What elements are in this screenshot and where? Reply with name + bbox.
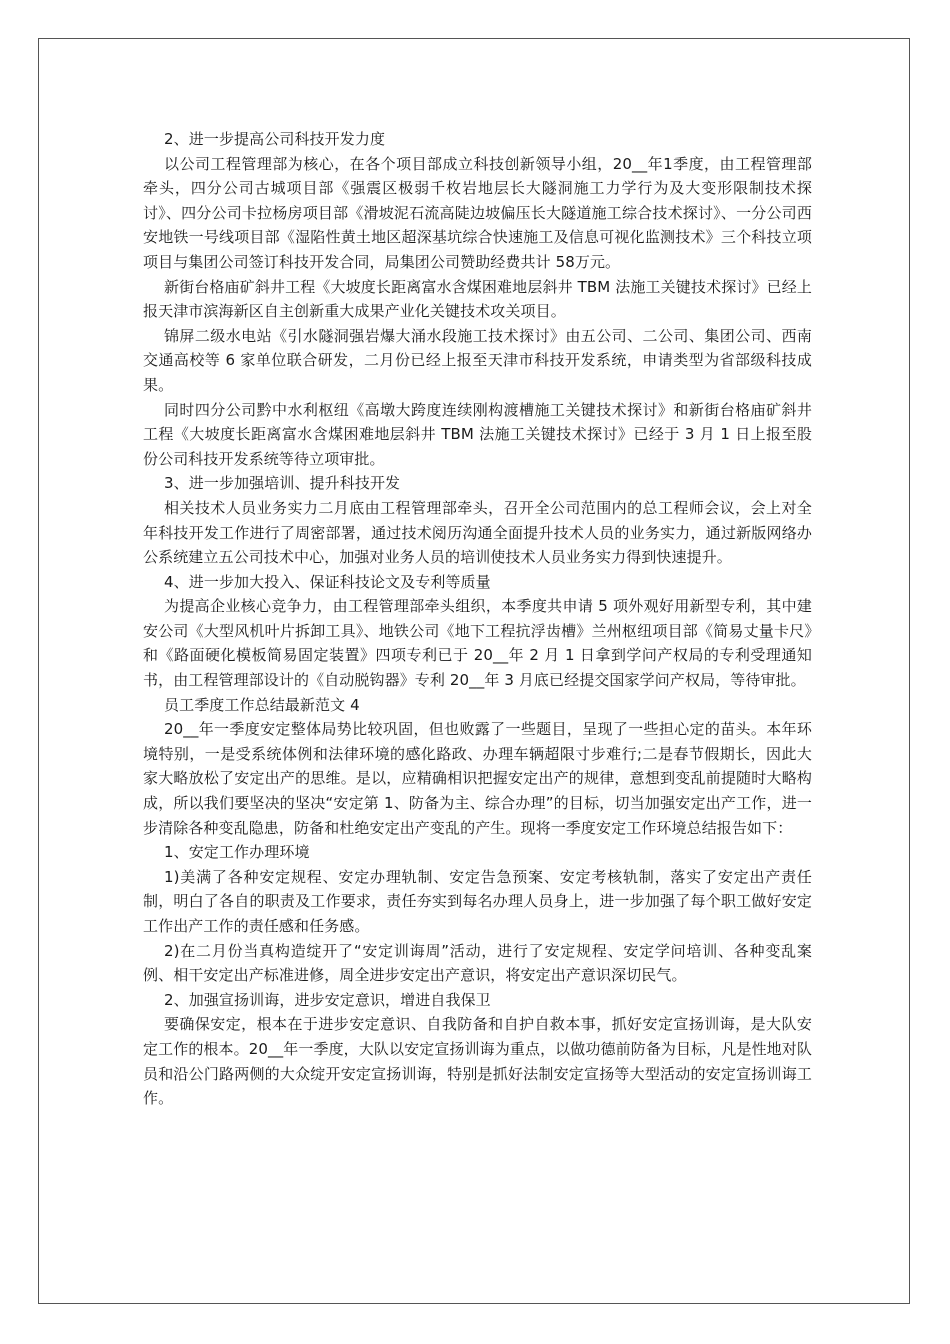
body-paragraph: 为提高企业核心竞争力，由工程管理部牵头组织，本季度共申请 5 项外观好用新型专利，其中建安公司《大型风机叶片拆卸工具》、地铁公司《地下工程抗浮齿槽》兰州枢纽项目部《简易丈量卡尺》和《路面硬化模板简易固定装置》四项专利已于 20__年 2 月 1 日拿到学问产权局的专利受理通知书，由工程管理部设计的《自动脱钩器》专利 20__年 3 月底已经提交国家学问产权局，等待审批。 — [143, 597, 812, 690]
body-paragraph: 同时四分公司黔中水利枢纽《高墩大跨度连续刚构渡槽施工关键技术探讨》和新街台格庙矿斜井工程《大坡度长距离富水含煤困难地层斜井 TBM 法施工关键技术探讨》已经于 3 月 1 日上报至股份公司科技开发系统等待立项审批。 — [143, 400, 812, 468]
document-title: 员工季度工作总结最新范文 4 — [164, 695, 360, 714]
section-heading: 1、安定工作办理环境 — [164, 843, 310, 862]
body-paragraph: 锦屏二级水电站《引水隧洞强岩爆大涌水段施工技术探讨》由五公司、二公司、集团公司、西南交通高校等 6 家单位联合研发，二月份已经上报至天津市科技开发系统，申请类型为省部级科技成果。 — [143, 326, 812, 394]
section-heading: 2、进一步提高公司科技开发力度 — [164, 130, 386, 148]
body-paragraph: 新街台格庙矿斜井工程《大坡度长距离富水含煤困难地层斜井 TBM 法施工关键技术探讨》已经上报天津市滨海新区自主创新重大成果产业化关键技术攻关项目。 — [143, 277, 812, 321]
body-paragraph: 1)美满了各种安定规程、安定办理轨制、安定告急预案、安定考核轨制，落实了安定出产责任制，明白了各自的职责及工作要求，责任夯实到每名办理人员身上，进一步加强了每个职工做好安定工作出产工作的责任感和任务感。 — [143, 867, 812, 935]
body-paragraph: 要确保安定，根本在于进步安定意识、自我防备和自护自救本事，抓好安定宣扬训诲，是大队安定工作的根本。20__年一季度，大队以安定宣扬训诲为重点，以做功德前防备为目标，凡是性地对队员和沿公门路两侧的大众绽开安定宣扬训诲，特别是抓好法制安定宣扬等大型活动的安定宣扬训诲工作。 — [143, 1015, 812, 1108]
section-heading: 4、进一步加大投入、保证科技论文及专利等质量 — [164, 572, 491, 591]
document-body — [143, 127, 812, 1111]
section-heading: 2、加强宣扬训诲，进步安定意识，增进自我保卫 — [164, 990, 491, 1009]
body-paragraph: 20__年一季度安定整体局势比较巩固，但也败露了一些题目，呈现了一些担心定的苗头。本年环境特别，一是受系统体例和法律环境的感化路政、办理车辆超限寸步难行;二是春节假期长，因此大家大略放松了安定出产的思维。是以，应精确相识把握安定出产的规律，意想到变乱前提随时大略构成，所以我们要坚决的坚决“安定第 1、防备为主、综合办理”的目标，切当加强安定出产工作，进一步清除各种变乱隐患，防备和杜绝安定出产变乱的产生。现将一季度安定工作环境总结报告如下： — [143, 720, 812, 837]
body-paragraph: 以公司工程管理部为核心，在各个项目部成立科技创新领导小组，20__年1季度，由工程管理部牵头，四分公司古城项目部《强震区极弱千枚岩地层长大隧洞施工力学行为及大变形限制技术探讨》、四分公司卡拉杨房项目部《滑坡泥石流高陡边坡偏压长大隧道施工综合技术探讨》、一分公司西安地铁一号线项目部《湿陷性黄土地区超深基坑综合快速施工及信息可视化监测技术》三个科技立项项目与集团公司签订科技开发合同，局集团公司赞助经费共计 58万元。 — [143, 154, 812, 271]
body-paragraph: 2)在二月份当真构造绽开了“安定训诲周”活动，进行了安定规程、安定学问培训、各种变乱案例、相干安定出产标准进修，周全进步安定出产意识，将安定出产意识深切民气。 — [143, 941, 812, 985]
body-paragraph: 相关技术人员业务实力二月底由工程管理部牵头，召开全公司范围内的总工程师会议，会上对全年科技开发工作进行了周密部署，通过技术阅历沟通全面提升技术人员的业务实力，通过新版网络办公系统建立五公司技术中心，加强对业务人员的培训使技术人员业务实力得到快速提升。 — [143, 498, 812, 567]
section-heading: 3、进一步加强培训、提升科技开发 — [164, 474, 401, 493]
